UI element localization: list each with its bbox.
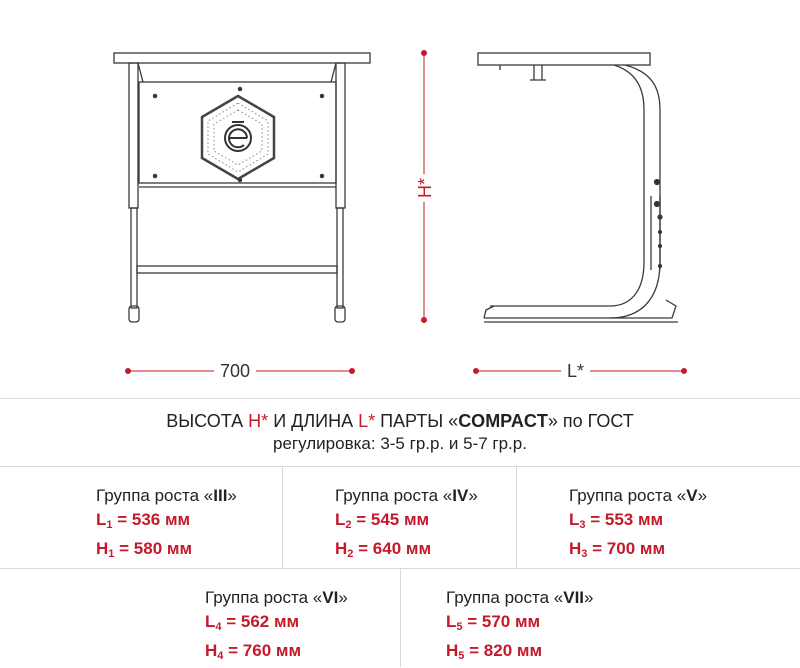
side-tabletop	[478, 53, 650, 65]
group-length-value: $L_2 = 545$ мм	[335, 510, 430, 531]
divider-v3	[400, 568, 401, 667]
group-cell-vi	[205, 586, 348, 668]
group-cell-v	[569, 484, 707, 566]
page-title: ВЫСОТА H* И ДЛИНА L* ПАРТЫ «COMPACT» по ГОСТ	[166, 411, 634, 431]
group-length-value: $L_4 = 562$ мм	[205, 612, 300, 633]
divider-middle	[0, 466, 800, 467]
front-crossbar	[137, 266, 337, 273]
page-subtitle: регулировка: 3-5 гр.р. и 5-7 гр.р.	[273, 434, 527, 453]
height-label: H*	[415, 174, 435, 202]
front-right-leg-upper	[336, 63, 345, 208]
group-height-value: $H_2 = 640$ мм	[335, 539, 432, 560]
front-view	[114, 53, 370, 322]
group-heading: Группа роста «VI»	[205, 588, 348, 607]
length-label: L*	[561, 361, 590, 381]
title-block	[0, 409, 800, 455]
divider-v2	[516, 466, 517, 568]
group-heading: Группа роста «IV»	[335, 486, 478, 505]
front-left-leg-lower	[131, 208, 137, 308]
group-cell-vii	[446, 586, 594, 668]
group-heading: Группа роста «III»	[96, 486, 237, 505]
divider-top	[0, 398, 800, 399]
group-length-value: $L_5 = 570$ мм	[446, 612, 541, 633]
group-cell-iii	[96, 484, 237, 566]
front-left-leg-upper	[129, 63, 138, 208]
group-height-value: $H_5 = 820$ мм	[446, 641, 543, 662]
group-height-value: $H_1 = 580$ мм	[96, 539, 193, 560]
divider-v1	[282, 466, 283, 568]
group-cell-iv	[335, 484, 478, 566]
front-tabletop	[114, 53, 370, 63]
group-length-value: $L_1 = 536$ мм	[96, 510, 191, 531]
group-heading: Группа роста «VII»	[446, 588, 594, 607]
group-length-value: $L_3 = 553$ мм	[569, 510, 664, 531]
width-label: 700	[214, 361, 256, 381]
front-right-leg-lower	[337, 208, 343, 308]
side-frame	[490, 65, 644, 306]
group-height-value: $H_4 = 760$ мм	[205, 641, 302, 662]
group-height-value: $H_3 = 700$ мм	[569, 539, 666, 560]
side-view	[478, 53, 678, 322]
group-heading: Группа роста «V»	[569, 486, 708, 505]
